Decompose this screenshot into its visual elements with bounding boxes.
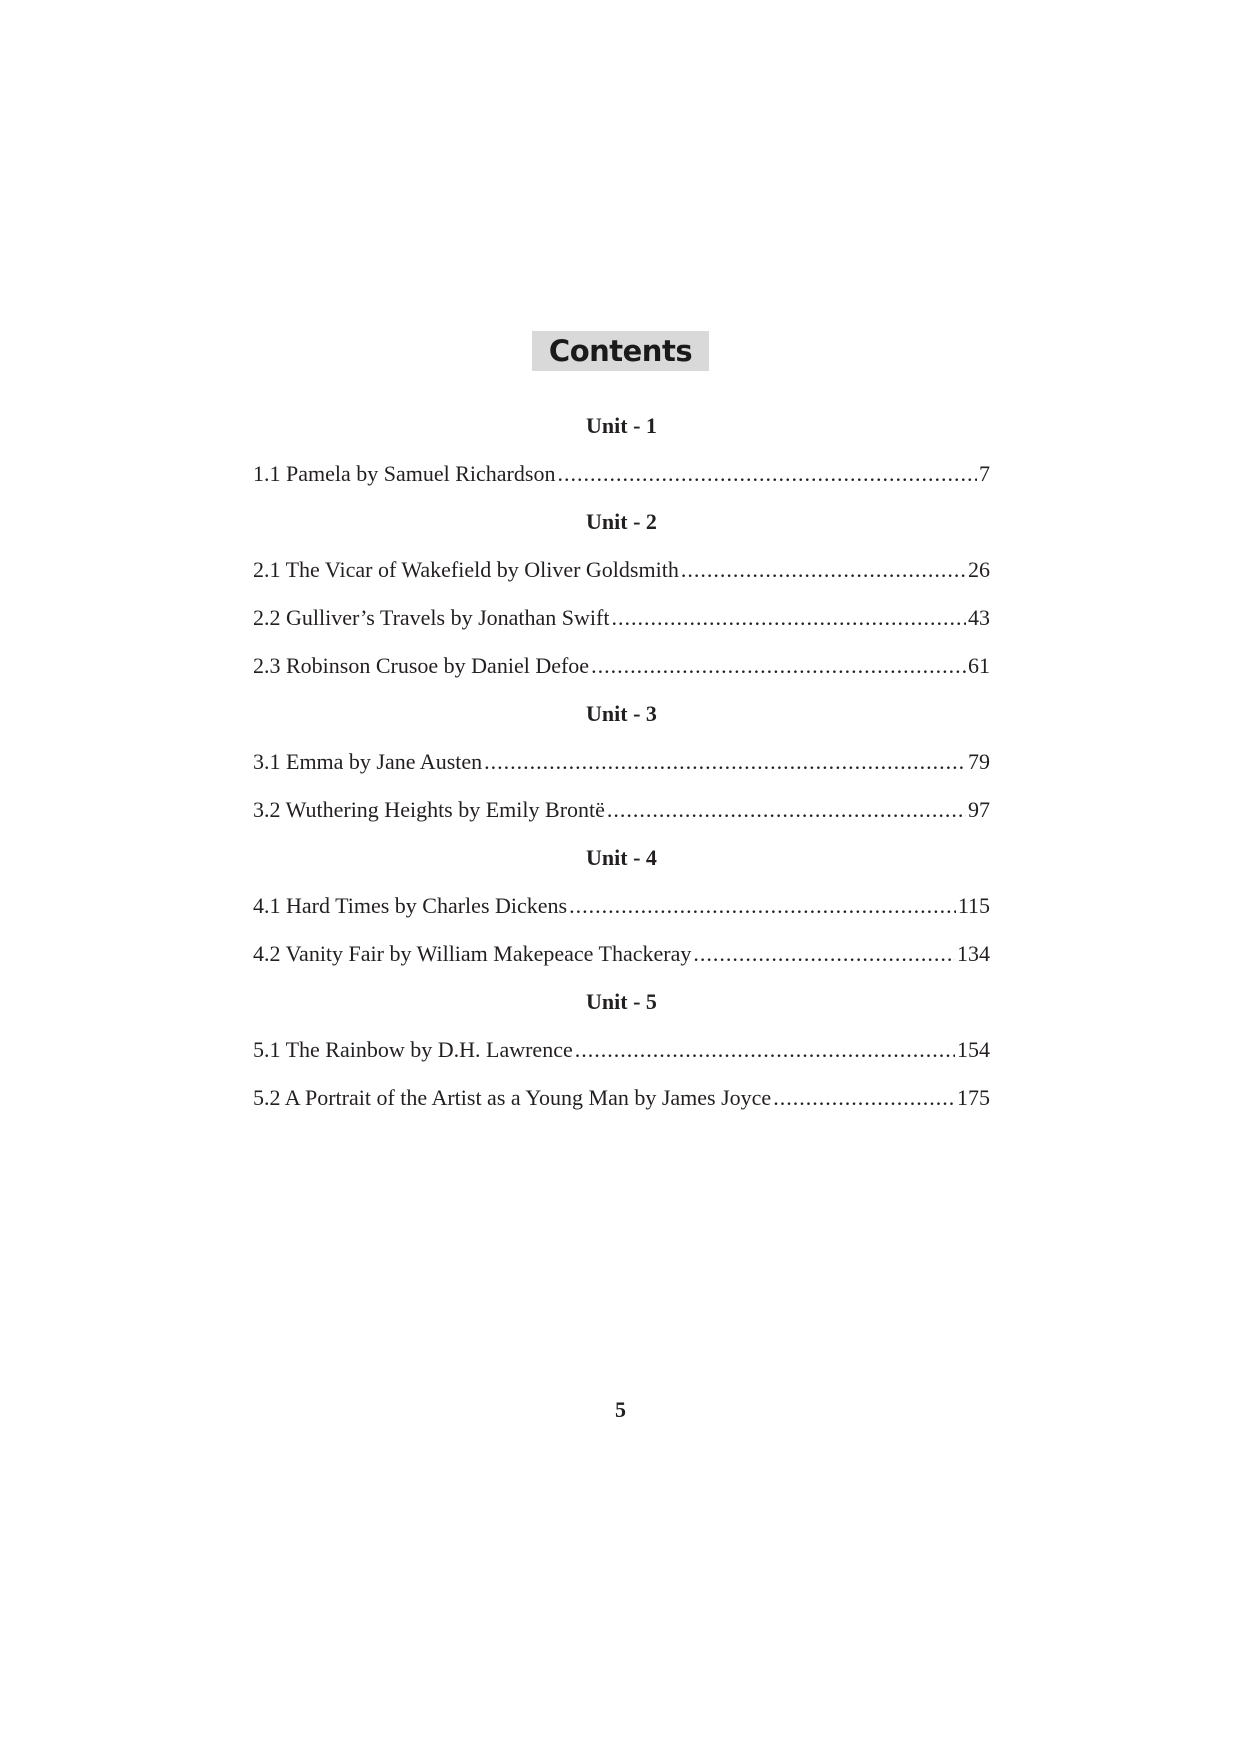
dot-leader: [607, 786, 966, 834]
unit-heading: Unit - 4: [586, 845, 657, 870]
dot-leader: [569, 882, 956, 930]
entry-page-number: 134: [957, 941, 990, 966]
unit-heading: Unit - 5: [586, 989, 657, 1014]
dot-leader: [557, 450, 977, 498]
dot-leader: [681, 546, 966, 594]
entry-title: 4.2 Vanity Fair by William Makepeace Thackeray: [253, 941, 692, 966]
entry-title: 2.1 The Vicar of Wakefield by Oliver Goldsmith: [253, 557, 679, 582]
entry-title: 5.1 The Rainbow by D.H. Lawrence: [253, 1037, 573, 1062]
entry-page-number: 79: [968, 749, 990, 774]
toc-entry: [253, 450, 990, 498]
entry-title: 4.1 Hard Times by Charles Dickens: [253, 893, 568, 918]
dot-leader: [773, 1074, 955, 1122]
table-of-contents: [253, 402, 990, 1122]
title-container: [0, 331, 1241, 371]
page-title: Contents: [532, 331, 709, 371]
entry-title: 3.1 Emma by Jane Austen: [253, 749, 483, 774]
toc-entry: [253, 882, 990, 930]
entry-page-number: 97: [968, 797, 990, 822]
entry-page-number: 43: [968, 605, 990, 630]
entry-title: 5.2 A Portrait of the Artist as a Young Man by James Joyce: [253, 1085, 772, 1110]
entry-page-number: 154: [957, 1037, 990, 1062]
toc-entry: [253, 930, 990, 978]
unit-2: [253, 498, 990, 690]
dot-leader: [484, 738, 966, 786]
dot-leader: [575, 1026, 955, 1074]
toc-entry: [253, 1026, 990, 1074]
entry-title: 2.2 Gulliver’s Travels by Jonathan Swift: [253, 605, 610, 630]
entry-title: 2.3 Robinson Crusoe by Daniel Defoe: [253, 653, 590, 678]
entry-title: 1.1 Pamela by Samuel Richardson: [253, 461, 556, 486]
toc-entry: [253, 546, 990, 594]
unit-heading: Unit - 1: [586, 413, 657, 438]
entry-title: 3.2 Wuthering Heights by Emily Brontë: [253, 797, 605, 822]
dot-leader: [591, 642, 966, 690]
entry-page-number: 7: [979, 461, 990, 486]
unit-heading: Unit - 3: [586, 701, 657, 726]
toc-entry: [253, 642, 990, 690]
dot-leader: [693, 930, 955, 978]
entry-page-number: 61: [968, 653, 990, 678]
unit-1: [253, 402, 990, 498]
unit-heading: Unit - 2: [586, 509, 657, 534]
page-number: 5: [615, 1397, 626, 1422]
entry-page-number: 26: [968, 557, 990, 582]
unit-5: [253, 978, 990, 1122]
entry-page-number: 175: [957, 1085, 990, 1110]
toc-entry: [253, 786, 990, 834]
unit-4: [253, 834, 990, 978]
toc-entry: [253, 1074, 990, 1122]
unit-3: [253, 690, 990, 834]
dot-leader: [611, 594, 966, 642]
toc-entry: [253, 738, 990, 786]
entry-page-number: 115: [957, 893, 990, 918]
toc-entry: [253, 594, 990, 642]
